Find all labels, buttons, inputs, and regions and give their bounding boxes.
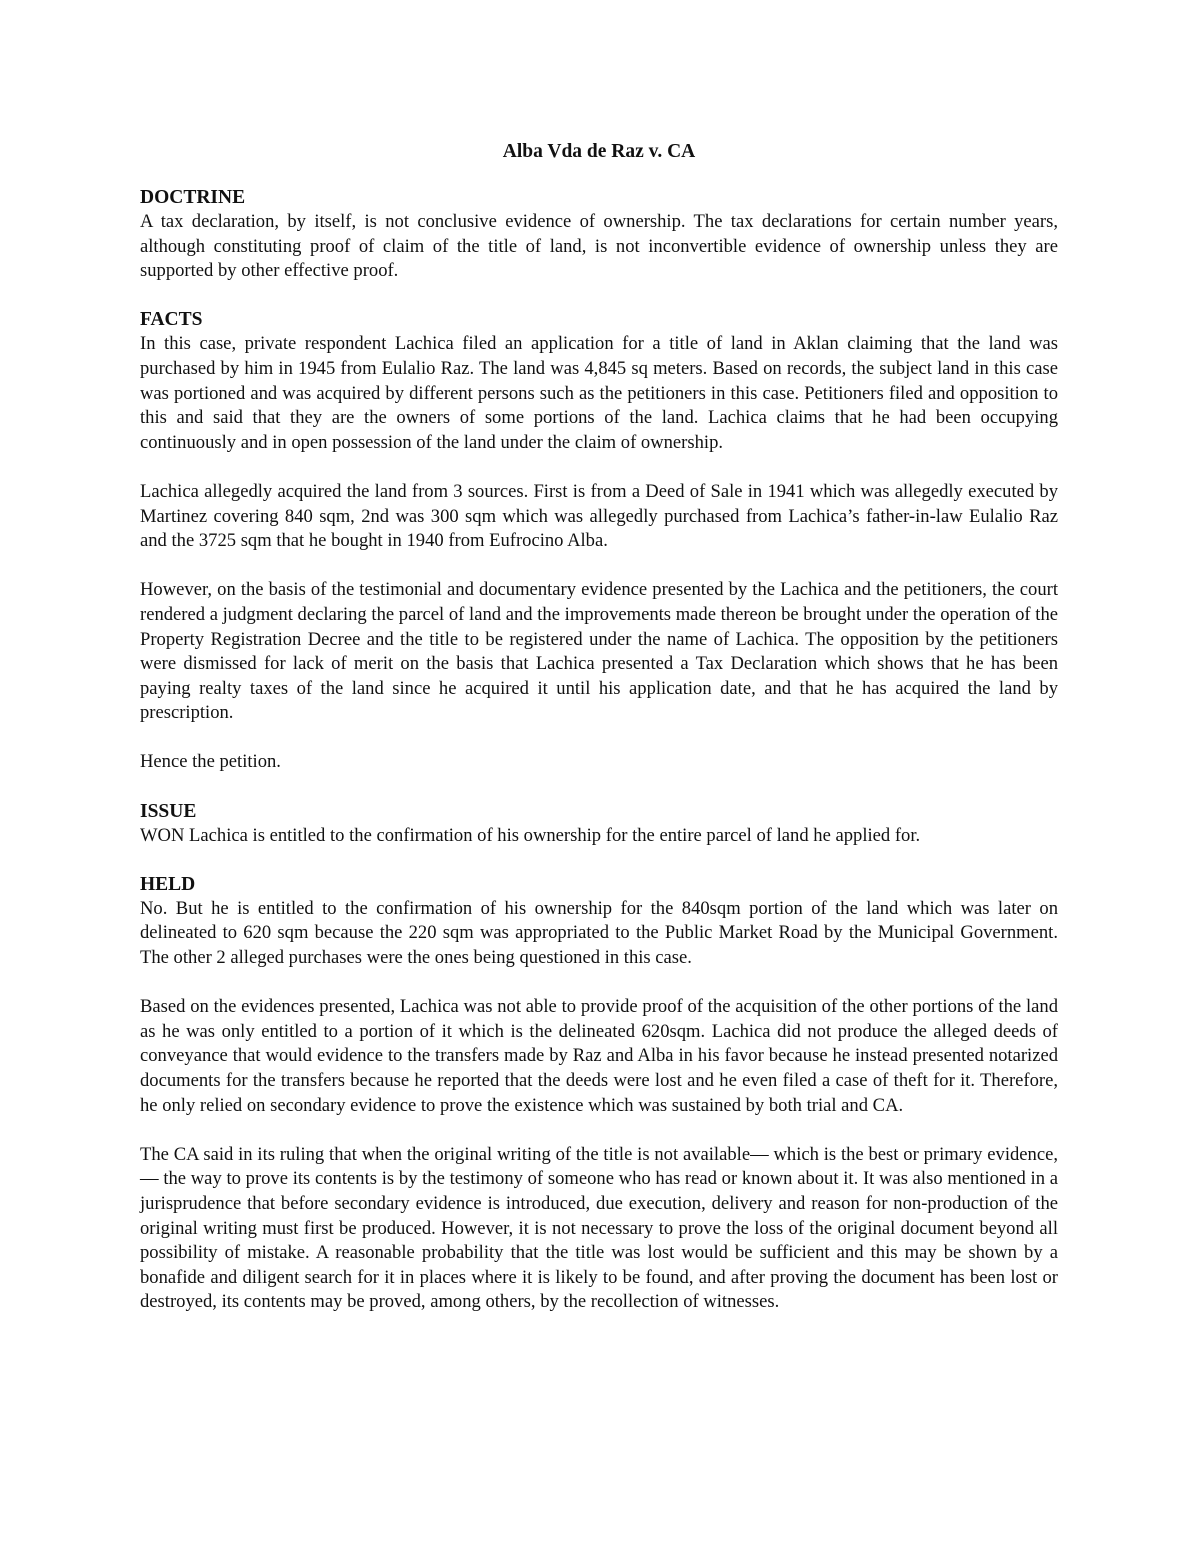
held-paragraph: The CA said in its ruling that when the original writing of the title is not available— which is the best or primary evidence,— the way to prove its contents is by the testimony of someone who has read or known about it. It was also mentioned in a jurisprudence that before secondary evidence is introduced, due execution, delivery and reason for non-production of the original writing must first be produced. However, it is not necessary to prove the loss of the original document beyond all possibility of mistake. A reasonable probability that the title was lost would be sufficient and this may be shown by a bonafide and diligent search for it in places where it is likely to be found, and after proving the document has been lost or destroyed, its contents may be proved, among others, by the recollection of witnesses. xyxy=(140,1143,1058,1313)
held-paragraph: No. But he is entitled to the confirmation of his ownership for the 840sqm portion of the land which was later on delineated to 620 sqm because the 220 sqm was appropriated to the Public Market Road by the Municipal Government. The other 2 alleged purchases were the ones being questioned in this case. xyxy=(140,897,1058,969)
facts-heading: FACTS xyxy=(140,309,203,331)
issue-section xyxy=(140,800,1058,849)
document-page xyxy=(140,140,1058,1340)
held-heading: HELD xyxy=(140,873,196,895)
held-section xyxy=(140,873,1058,1315)
case-title: Alba Vda de Raz v. CA xyxy=(502,141,696,162)
facts-paragraph: Lachica allegedly acquired the land from 3 sources. First is from a Deed of Sale in 1941 which was allegedly executed by Martinez covering 840 sqm, 2nd was 300 sqm which was allegedly purchased from Lachica’s father-in-law Eulalio Raz and the 3725 sqm that he bought in 1940 from Eufrocino Alba. xyxy=(140,480,1058,552)
facts-section xyxy=(140,308,1058,775)
facts-paragraph: However, on the basis of the testimonial and documentary evidence presented by the Lachica and the petitioners, the court rendered a judgment declaring the parcel of land and the improvements made thereon be brought under the operation of the Property Registration Decree and the title to be registered under the name of Lachica. The opposition by the petitioners were dismissed for lack of merit on the basis that Lachica presented a Tax Declaration which shows that he has been paying realty taxes of the land since he acquired it until his application date, and that he has acquired the land by prescription. xyxy=(140,579,1058,724)
issue-paragraph: WON Lachica is entitled to the confirmation of his ownership for the entire parcel of land he applied for. xyxy=(140,824,921,846)
doctrine-heading: DOCTRINE xyxy=(140,187,246,208)
held-paragraph: Based on the evidences presented, Lachica was not able to provide proof of the acquisition of the other portions of the land as he was only entitled to a portion of it which is the delineated 620sqm. Lachica did not produce the alleged deeds of conveyance that would evidence to the transfers made by Raz and Alba in his favor because he instead presented notarized documents for the transfers because he reported that the deeds were lost and he even filed a case of theft for it. Therefore, he only relied on secondary evidence to prove the existence which was sustained by both trial and CA. xyxy=(140,996,1058,1116)
doctrine-section xyxy=(140,186,1058,284)
issue-heading: ISSUE xyxy=(140,800,197,822)
facts-paragraph: In this case, private respondent Lachica filed an application for a title of land in Aklan claiming that the land was purchased by him in 1945 from Eulalio Raz. The land was 4,845 sq meters. Based on records, the subject land in this case was portioned and was acquired by different persons such as the petitioners in this case. Petitioners filed and opposition to this and said that they are the owners of some portions of the land. Lachica claims that he had been occupying continuously and in open possession of the land under the claim of ownership. xyxy=(140,333,1058,453)
doctrine-paragraph: A tax declaration, by itself, is not conclusive evidence of ownership. The tax declarations for certain number years, although constituting proof of claim of the title of land, is not inconvertible evidence of ownership unless they are supported by other effective proof. xyxy=(140,211,1058,282)
facts-paragraph: Hence the petition. xyxy=(140,751,281,773)
